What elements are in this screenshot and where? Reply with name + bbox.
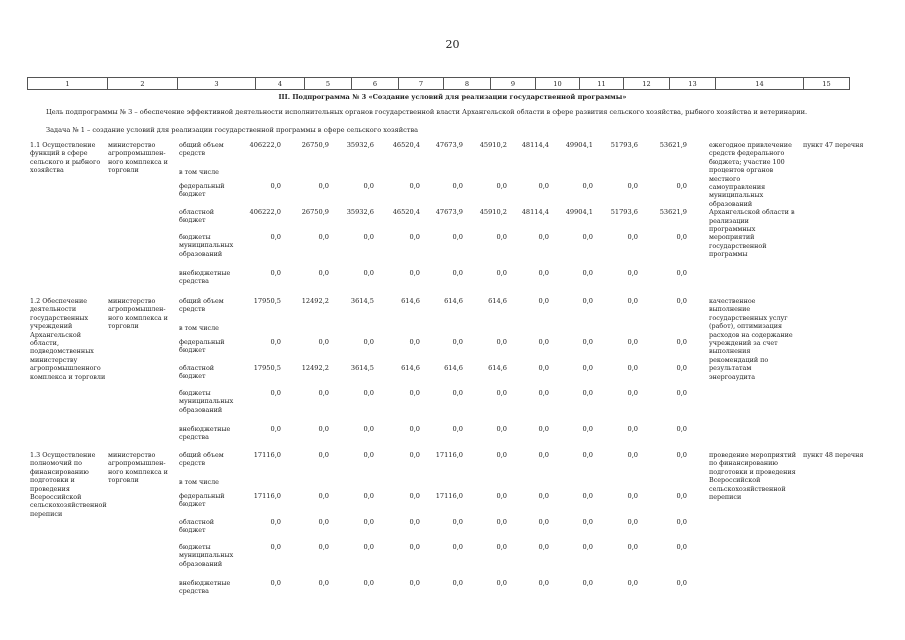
funding-source-label: внебюджетные средства	[179, 425, 231, 442]
funding-value: 0,0	[538, 579, 549, 587]
funding-value: 0,0	[270, 233, 281, 241]
funding-value: 0,0	[582, 389, 593, 397]
funding-value: 0,0	[496, 425, 507, 433]
funding-value: 53621,9	[659, 208, 687, 216]
column-number-cell: 8	[444, 78, 491, 90]
funding-value: 0,0	[496, 451, 507, 459]
funding-value: 0,0	[627, 518, 638, 526]
funding-value: 0,0	[676, 338, 687, 346]
funding-value: 0,0	[582, 182, 593, 190]
funding-source-label: бюджеты муниципальных образований	[179, 389, 234, 414]
list-reference: пункт 48 перечня	[803, 451, 864, 459]
funding-value: 0,0	[627, 338, 638, 346]
funding-value: 0,0	[452, 269, 463, 277]
funding-value: 0,0	[363, 269, 374, 277]
funding-value: 48114,4	[521, 141, 549, 149]
funding-value: 0,0	[538, 543, 549, 551]
funding-source-label: в том числе	[179, 324, 219, 332]
funding-value: 35932,6	[346, 141, 374, 149]
funding-value: 0,0	[318, 389, 329, 397]
funding-value: 0,0	[409, 579, 420, 587]
funding-value: 46520,4	[392, 208, 420, 216]
funding-value: 0,0	[582, 518, 593, 526]
funding-value: 0,0	[452, 233, 463, 241]
funding-value: 0,0	[409, 269, 420, 277]
column-number-cell: 15	[804, 78, 850, 90]
subprogram-goal: Цель подпрограммы № 3 – обеспечение эффективной деятельности исполнительных органов государственной власти Архангельской области в сфере развития сельского хозяйства, рыбного хозяйства и ветеринарии.	[46, 108, 808, 116]
funding-value: 0,0	[582, 492, 593, 500]
funding-value: 45910,2	[479, 141, 507, 149]
funding-value: 0,0	[409, 451, 420, 459]
column-number-cell: 7	[399, 78, 444, 90]
funding-value: 0,0	[318, 543, 329, 551]
funding-value: 0,0	[270, 518, 281, 526]
funding-value: 0,0	[582, 425, 593, 433]
expected-result: качественное выполнение государственных услуг (работ), оптимизация расходов на содержание учреждений за счет выполнения рекомендаций по результатам энергоаудита	[709, 297, 793, 381]
funding-value: 0,0	[363, 492, 374, 500]
funding-value: 0,0	[496, 389, 507, 397]
funding-source-label: федеральный бюджет	[179, 182, 225, 199]
funding-value: 0,0	[270, 425, 281, 433]
funding-source-label: областной бюджет	[179, 208, 215, 225]
funding-value: 35932,6	[346, 208, 374, 216]
funding-value: 0,0	[676, 425, 687, 433]
funding-value: 0,0	[676, 233, 687, 241]
funding-value: 0,0	[627, 182, 638, 190]
funding-value: 0,0	[538, 182, 549, 190]
funding-value: 0,0	[318, 269, 329, 277]
funding-value: 0,0	[452, 518, 463, 526]
funding-value: 0,0	[496, 492, 507, 500]
funding-value: 0,0	[676, 579, 687, 587]
column-number-cell: 10	[536, 78, 580, 90]
subprogram-title: III. Подпрограмма № 3 «Создание условий для реализации государственной программы»	[278, 93, 627, 101]
funding-value: 0,0	[582, 579, 593, 587]
funding-value: 51793,6	[610, 208, 638, 216]
column-number-cell: 9	[491, 78, 536, 90]
funding-value: 0,0	[363, 389, 374, 397]
funding-value: 0,0	[363, 338, 374, 346]
funding-value: 0,0	[363, 451, 374, 459]
funding-value: 0,0	[676, 269, 687, 277]
funding-value: 0,0	[318, 451, 329, 459]
column-number-cell: 14	[716, 78, 804, 90]
funding-value: 17116,0	[253, 492, 281, 500]
funding-value: 0,0	[452, 425, 463, 433]
funding-value: 47673,9	[435, 208, 463, 216]
funding-value: 0,0	[452, 338, 463, 346]
column-number-cell: 12	[624, 78, 670, 90]
funding-value: 12492,2	[301, 364, 329, 372]
funding-value: 0,0	[496, 269, 507, 277]
funding-value: 0,0	[409, 518, 420, 526]
funding-value: 0,0	[496, 543, 507, 551]
funding-value: 614,6	[401, 364, 420, 372]
measure-executor: министерство агропромышлен-ного комплекса и торговли	[108, 451, 168, 485]
funding-value: 0,0	[676, 389, 687, 397]
funding-value: 26750,9	[301, 208, 329, 216]
funding-source-label: бюджеты муниципальных образований	[179, 543, 234, 568]
funding-value: 0,0	[627, 492, 638, 500]
list-reference: пункт 47 перечня	[803, 141, 864, 149]
page-number: 20	[445, 38, 460, 51]
funding-source-label: в том числе	[179, 168, 219, 176]
funding-value: 0,0	[538, 425, 549, 433]
funding-value: 0,0	[318, 182, 329, 190]
funding-value: 0,0	[627, 451, 638, 459]
funding-value: 0,0	[270, 269, 281, 277]
funding-value: 0,0	[496, 518, 507, 526]
column-number-cell: 13	[670, 78, 716, 90]
funding-value: 3614,5	[350, 297, 374, 305]
funding-value: 0,0	[627, 364, 638, 372]
funding-value: 3614,5	[350, 364, 374, 372]
funding-value: 46520,4	[392, 141, 420, 149]
funding-value: 0,0	[496, 233, 507, 241]
funding-value: 0,0	[538, 297, 549, 305]
funding-value: 0,0	[409, 543, 420, 551]
funding-value: 49904,1	[565, 141, 593, 149]
funding-value: 0,0	[496, 579, 507, 587]
funding-value: 0,0	[538, 233, 549, 241]
funding-value: 0,0	[538, 389, 549, 397]
measure-executor: министерство агропромышлен-ного комплекса и торговли	[108, 297, 168, 331]
funding-value: 0,0	[538, 492, 549, 500]
funding-value: 49904,1	[565, 208, 593, 216]
funding-value: 0,0	[582, 269, 593, 277]
funding-value: 0,0	[582, 297, 593, 305]
funding-value: 0,0	[363, 233, 374, 241]
funding-value: 614,6	[444, 364, 463, 372]
funding-value: 0,0	[409, 425, 420, 433]
funding-source-label: внебюджетные средства	[179, 579, 231, 596]
funding-value: 0,0	[582, 451, 593, 459]
funding-value: 0,0	[676, 451, 687, 459]
funding-value: 0,0	[318, 425, 329, 433]
funding-value: 0,0	[318, 233, 329, 241]
funding-value: 0,0	[676, 297, 687, 305]
column-number-cell: 6	[352, 78, 399, 90]
funding-value: 0,0	[270, 579, 281, 587]
funding-value: 26750,9	[301, 141, 329, 149]
funding-source-label: общий объем средств	[179, 297, 224, 314]
funding-value: 406222,0	[249, 208, 281, 216]
funding-value: 0,0	[409, 233, 420, 241]
funding-value: 0,0	[270, 182, 281, 190]
funding-value: 0,0	[452, 389, 463, 397]
funding-value: 0,0	[409, 182, 420, 190]
funding-value: 0,0	[452, 182, 463, 190]
measure-name: 1.3 Осуществление полномочий по финансированию подготовки и проведения Всероссийской сельскохозяйственной переписи	[30, 451, 107, 518]
funding-value: 0,0	[538, 269, 549, 277]
funding-value: 614,6	[488, 297, 507, 305]
funding-source-label: областной бюджет	[179, 364, 215, 381]
column-number-cell: 4	[256, 78, 305, 90]
expected-result: ежегодное привлечение средств федерального бюджета; участие 100 процентов органов местного самоуправления муниципальных образований Архангельской области в реализации программных мероприятий государственной программы	[709, 141, 795, 259]
subprogram-task: Задача № 1 – создание условий для реализации государственной программы в сфере сельского хозяйства	[46, 126, 419, 134]
funding-value: 614,6	[401, 297, 420, 305]
funding-value: 17116,0	[435, 492, 463, 500]
funding-value: 0,0	[627, 425, 638, 433]
funding-value: 17116,0	[435, 451, 463, 459]
funding-value: 47673,9	[435, 141, 463, 149]
measure-executor: министерство агропромышлен-ного комплекса и торговли	[108, 141, 168, 175]
funding-value: 0,0	[452, 543, 463, 551]
funding-value: 0,0	[676, 182, 687, 190]
funding-source-label: областной бюджет	[179, 518, 215, 535]
measure-name: 1.1 Осуществление функций в сфере сельского и рыбного хозяйства	[30, 141, 101, 175]
funding-value: 0,0	[627, 579, 638, 587]
column-number-cell: 2	[108, 78, 178, 90]
funding-value: 0,0	[363, 579, 374, 587]
funding-value: 406222,0	[249, 141, 281, 149]
expected-result: проведение мероприятий по финансированию подготовки и проведения Всероссийской сельскохозяйственной переписи	[709, 451, 797, 502]
funding-value: 0,0	[318, 338, 329, 346]
funding-value: 0,0	[496, 182, 507, 190]
funding-source-label: бюджеты муниципальных образований	[179, 233, 234, 258]
funding-value: 0,0	[676, 543, 687, 551]
funding-value: 0,0	[582, 338, 593, 346]
funding-value: 0,0	[582, 543, 593, 551]
column-number-cell: 5	[305, 78, 352, 90]
funding-value: 0,0	[627, 269, 638, 277]
funding-value: 0,0	[582, 364, 593, 372]
funding-value: 0,0	[496, 338, 507, 346]
funding-value: 0,0	[270, 389, 281, 397]
funding-value: 0,0	[676, 492, 687, 500]
funding-source-label: общий объем средств	[179, 141, 224, 158]
funding-value: 0,0	[318, 518, 329, 526]
funding-value: 0,0	[409, 492, 420, 500]
funding-value: 17950,5	[253, 297, 281, 305]
funding-value: 0,0	[538, 338, 549, 346]
funding-value: 12492,2	[301, 297, 329, 305]
funding-source-label: федеральный бюджет	[179, 338, 225, 355]
funding-value: 0,0	[627, 389, 638, 397]
funding-value: 614,6	[488, 364, 507, 372]
funding-value: 0,0	[582, 233, 593, 241]
funding-value: 53621,9	[659, 141, 687, 149]
funding-value: 614,6	[444, 297, 463, 305]
funding-value: 0,0	[270, 338, 281, 346]
measure-name: 1.2 Обеспечение деятельности государственных учреждений Архангельской области, подведомственных министерству агропромышленного комплекса и торговли	[30, 297, 106, 381]
funding-value: 0,0	[538, 451, 549, 459]
funding-value: 0,0	[627, 543, 638, 551]
funding-value: 0,0	[676, 518, 687, 526]
column-number-cell: 1	[28, 78, 108, 90]
funding-value: 0,0	[627, 297, 638, 305]
funding-value: 0,0	[409, 389, 420, 397]
funding-source-label: внебюджетные средства	[179, 269, 231, 286]
funding-source-label: в том числе	[179, 478, 219, 486]
column-number-cell: 3	[178, 78, 256, 90]
funding-value: 45910,2	[479, 208, 507, 216]
funding-value: 0,0	[676, 364, 687, 372]
funding-value: 0,0	[363, 543, 374, 551]
funding-value: 48114,4	[521, 208, 549, 216]
funding-value: 0,0	[363, 425, 374, 433]
funding-value: 0,0	[270, 543, 281, 551]
funding-value: 0,0	[627, 233, 638, 241]
funding-value: 0,0	[538, 518, 549, 526]
funding-source-label: общий объем средств	[179, 451, 224, 468]
funding-value: 0,0	[363, 518, 374, 526]
funding-source-label: федеральный бюджет	[179, 492, 225, 509]
funding-value: 17116,0	[253, 451, 281, 459]
column-number-cell: 11	[580, 78, 624, 90]
funding-value: 17950,5	[253, 364, 281, 372]
funding-value: 0,0	[318, 579, 329, 587]
funding-value: 0,0	[318, 492, 329, 500]
funding-value: 0,0	[538, 364, 549, 372]
funding-value: 51793,6	[610, 141, 638, 149]
column-number-header	[27, 77, 850, 90]
funding-value: 0,0	[409, 338, 420, 346]
funding-value: 0,0	[452, 579, 463, 587]
funding-value: 0,0	[363, 182, 374, 190]
